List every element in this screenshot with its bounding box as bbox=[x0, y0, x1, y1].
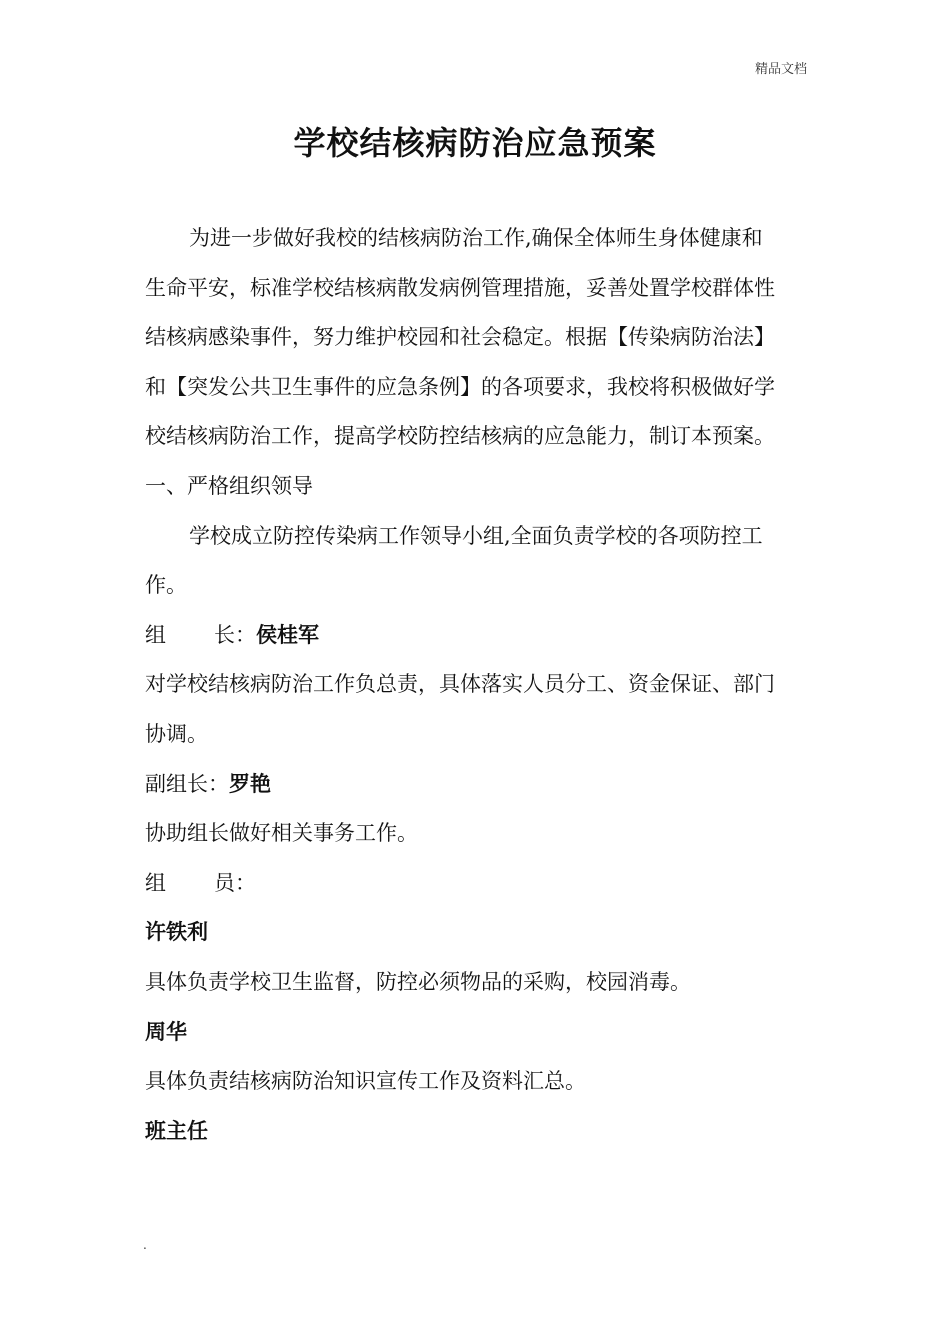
header-note: 精品文档 bbox=[754, 62, 807, 77]
intro-line: 为进一步做好我校的结核病防治工作,确保全体师生身体健康和 bbox=[189, 226, 763, 250]
document-title: 学校结核病防治应急预案 bbox=[293, 124, 657, 162]
member-duty: 具体负责学校卫生监督，防控必须物品的采购，校园消毒。 bbox=[145, 969, 691, 994]
leader-label-b: 长： bbox=[214, 622, 256, 647]
leader-row bbox=[145, 611, 825, 661]
intro-line: 生命平安，标准学校结核病散发病例管理措施，妥善处置学校群体性 bbox=[145, 275, 775, 300]
deputy-row bbox=[145, 760, 825, 810]
deputy-name: 罗艳 bbox=[229, 771, 271, 796]
member-duty: 具体负责结核病防治知识宣传工作及资料汇总。 bbox=[145, 1069, 586, 1094]
section-heading: 一、严格组织领导 bbox=[145, 473, 313, 498]
leader-name: 侯桂军 bbox=[256, 622, 319, 647]
intro-line: 结核病感染事件，努力维护校园和社会稳定。根据【传染病防治法】 bbox=[145, 325, 775, 350]
footer-dot: . bbox=[143, 1238, 147, 1252]
leader-label-a: 组 bbox=[145, 622, 166, 647]
section-text-line: 学校成立防控传染病工作领导小组,全面负责学校的各项防控工 bbox=[189, 523, 763, 548]
members-label-a: 组 bbox=[145, 870, 166, 895]
members-row bbox=[145, 859, 825, 909]
member-name: 许铁利 bbox=[145, 920, 208, 945]
document-body bbox=[145, 214, 825, 1156]
deputy-label: 副组长： bbox=[145, 771, 229, 796]
members-label-b: 员： bbox=[214, 870, 256, 895]
intro-line: 校结核病防治工作，提高学校防控结核病的应急能力，制订本预案。 bbox=[145, 424, 775, 449]
section-text-line: 作。 bbox=[145, 573, 187, 598]
deputy-duty: 协助组长做好相关事务工作。 bbox=[145, 821, 418, 846]
intro-line: 和【突发公共卫生事件的应急条例】的各项要求，我校将积极做好学 bbox=[145, 374, 775, 399]
member-name: 周华 bbox=[145, 1019, 187, 1044]
leader-duty-line: 协调。 bbox=[145, 721, 208, 746]
leader-duty-line: 对学校结核病防治工作负总责，具体落实人员分工、资金保证、部门 bbox=[145, 672, 775, 697]
member-name: 班主任 bbox=[145, 1118, 208, 1143]
